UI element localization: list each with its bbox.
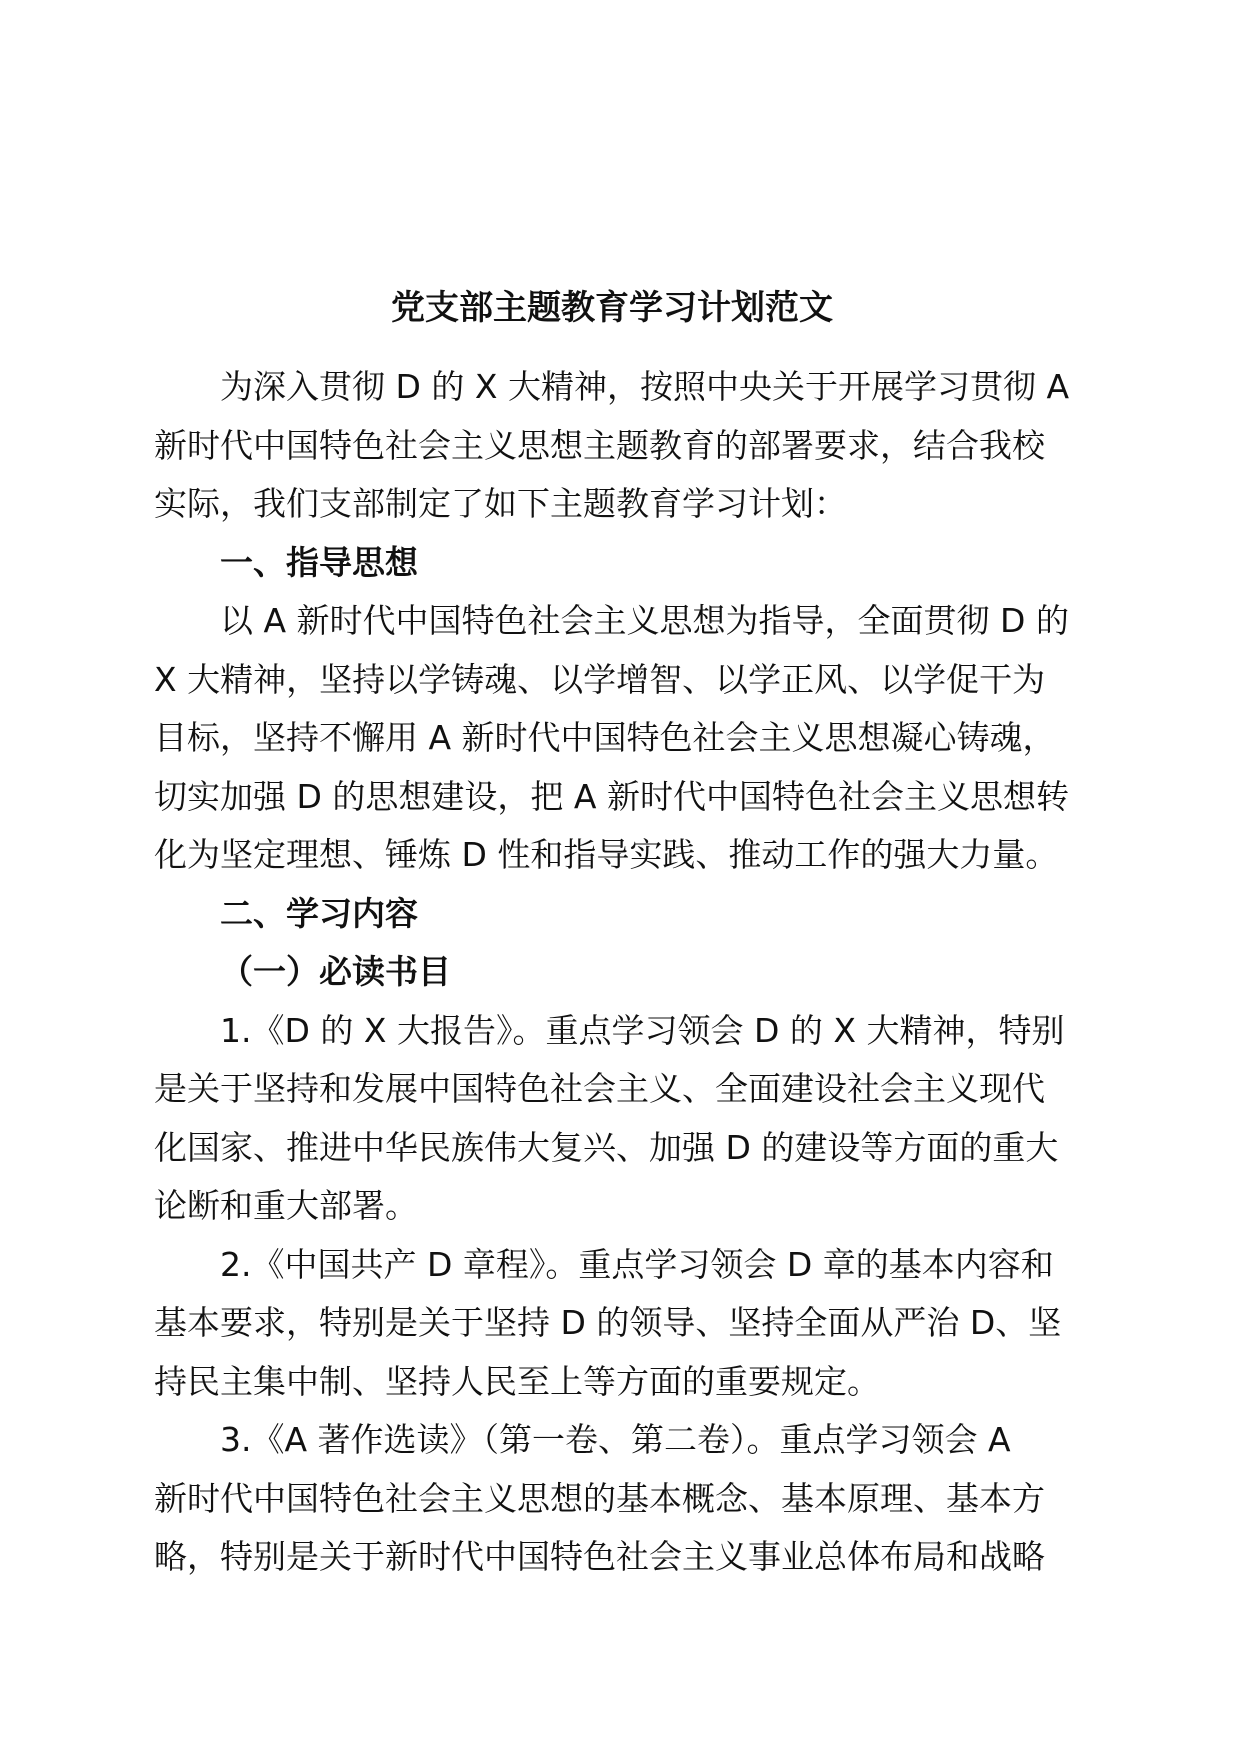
book-item-2 [154, 1236, 1070, 1412]
section-heading-guiding-ideology: 一、指导思想 [220, 542, 418, 582]
intro-paragraph [154, 358, 1070, 534]
intro-line: 新时代中国特色社会主义思想主题教育的部署要求，结合我校 [154, 425, 1045, 465]
paragraph-line: 3.《A 著作选读》（第一卷、第二卷）。重点学习领会 A [220, 1420, 1011, 1459]
paragraph-line: 是关于坚持和发展中国特色社会主义、全面建设社会主义现代 [154, 1069, 1045, 1108]
paragraph-line: 化为坚定理想、锤炼 D 性和指导实践、推动工作的强大力量。 [154, 835, 1059, 874]
subheading-required-books: （一）必读书目 [220, 952, 451, 991]
paragraph-line: 持民主集中制、坚持人民至上等方面的重要规定。 [154, 1361, 880, 1401]
paragraph-line: 略，特别是关于新时代中国特色社会主义事业总体布局和战略 [154, 1537, 1045, 1576]
paragraph-line: 化国家、推进中华民族伟大复兴、加强 D 的建设等方面的重大 [154, 1127, 1059, 1167]
intro-line: 实际，我们支部制定了如下主题教育学习计划： [154, 484, 847, 523]
paragraph-line: 新时代中国特色社会主义思想的基本概念、基本原理、基本方 [154, 1478, 1045, 1518]
paragraph-line: 1.《D 的 X 大报告》。重点学习领会 D 的 X 大精神，特别 [220, 1010, 1065, 1050]
document-body [154, 288, 1070, 1587]
document-title: 党支部主题教育学习计划范文 [391, 288, 833, 328]
paragraph-line: 论断和重大部署。 [154, 1186, 418, 1225]
paragraph-line: 基本要求，特别是关于坚持 D 的领导、坚持全面从严治 D、坚 [154, 1303, 1062, 1342]
paragraph-line: X 大精神，坚持以学铸魂、以学增智、以学正风、以学促干为 [154, 659, 1046, 699]
book-item-3 [154, 1411, 1070, 1587]
paragraph-line: 以 A 新时代中国特色社会主义思想为指导，全面贯彻 D 的 [220, 601, 1069, 640]
book-item-1 [154, 1002, 1070, 1236]
paragraph-line: 2.《中国共产 D 章程》。重点学习领会 D 章的基本内容和 [220, 1244, 1054, 1284]
paragraph-line: 目标，坚持不懈用 A 新时代中国特色社会主义思想凝心铸魂， [154, 718, 1056, 757]
guiding-ideology-paragraph [154, 592, 1070, 885]
paragraph-line: 切实加强 D 的思想建设，把 A 新时代中国特色社会主义思想转 [154, 776, 1069, 816]
intro-line: 为深入贯彻 D 的 X 大精神，按照中央关于开展学习贯彻 A [220, 367, 1070, 406]
section-heading-study-content: 二、学习内容 [220, 893, 418, 933]
